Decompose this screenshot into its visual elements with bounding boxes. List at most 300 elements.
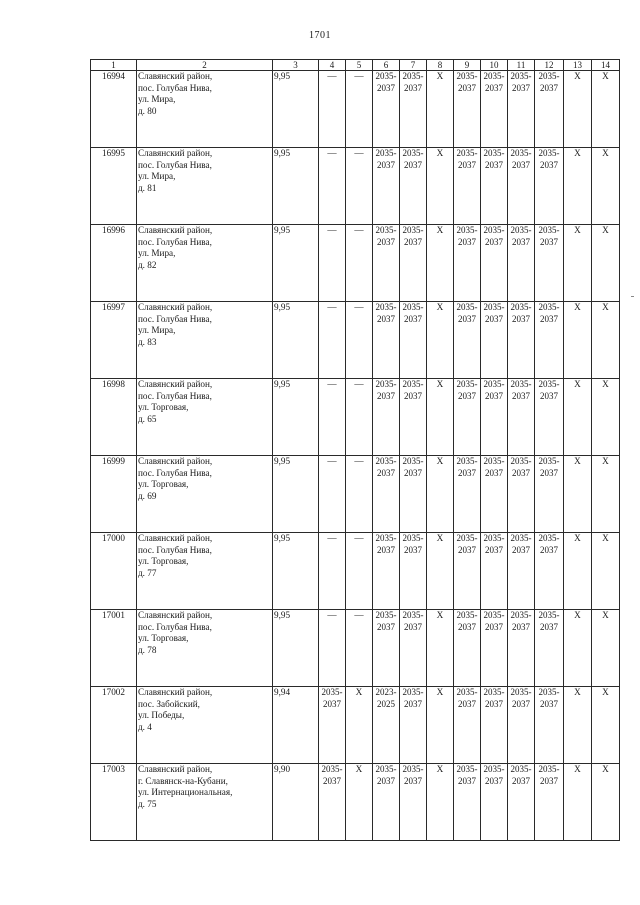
period-line: 2035- xyxy=(402,225,424,235)
period-cell-c11 xyxy=(508,687,535,764)
period-line: 2037 xyxy=(458,82,476,93)
period-line: 2035- xyxy=(510,610,532,620)
address-line: ул. Мира, xyxy=(138,248,176,258)
period-line: 2037 xyxy=(404,698,422,709)
period-line: 2035- xyxy=(321,764,343,774)
period-line: 2037 xyxy=(512,390,530,401)
period-line: 2037 xyxy=(540,390,558,401)
period-line: 2037 xyxy=(377,467,395,478)
page-number: 1701 xyxy=(309,30,331,41)
mark-cell-c13: X xyxy=(564,764,592,841)
dash-cell-c4: — xyxy=(319,456,346,533)
period-line: 2035- xyxy=(456,610,478,620)
period-cell-c12 xyxy=(535,71,564,148)
period-line: 2037 xyxy=(485,621,503,632)
period-line: 2037 xyxy=(377,621,395,632)
period-line: 2035- xyxy=(402,379,424,389)
column-header-1: 1 xyxy=(91,60,137,71)
dash-cell-c5: — xyxy=(346,610,373,687)
mark-cell-c8: X xyxy=(427,225,454,302)
address-line: пос. Голубая Нива, xyxy=(138,390,212,401)
period-line: 2035- xyxy=(483,379,505,389)
period-line: 2035- xyxy=(402,610,424,620)
period-line: 2035- xyxy=(510,148,532,158)
period-line: 2035- xyxy=(483,302,505,312)
period-cell-c12 xyxy=(535,687,564,764)
mark-cell-c14: X xyxy=(592,456,620,533)
period-line: 2035- xyxy=(402,687,424,697)
period-line: 2037 xyxy=(377,313,395,324)
row-number: 17003 xyxy=(91,764,137,841)
period-line: 2035- xyxy=(456,71,478,81)
period-cell-c10 xyxy=(481,456,508,533)
period-line: 2035- xyxy=(510,379,532,389)
address-line: г. Славянск-на-Кубани, xyxy=(138,775,228,786)
mark-cell-c13: X xyxy=(564,456,592,533)
period-line: 2037 xyxy=(377,159,395,170)
dash-cell-c5: — xyxy=(346,533,373,610)
period-cell-c11 xyxy=(508,764,535,841)
period-cell-c4 xyxy=(319,764,346,841)
period-line: 2035- xyxy=(375,302,397,312)
period-cell-c9 xyxy=(454,533,481,610)
period-cell-c9 xyxy=(454,610,481,687)
table-row xyxy=(91,302,620,379)
period-line: 2035- xyxy=(402,148,424,158)
period-line: 2037 xyxy=(458,544,476,555)
mark-cell-c13: X xyxy=(564,302,592,379)
period-line: 2037 xyxy=(323,775,341,786)
column-header-2: 2 xyxy=(137,60,273,71)
period-line: 2035- xyxy=(456,456,478,466)
dash-cell-c5: — xyxy=(346,456,373,533)
address-line: Славянский район, xyxy=(138,71,213,81)
period-line: 2037 xyxy=(458,467,476,478)
period-cell-c7 xyxy=(400,533,427,610)
table-row xyxy=(91,71,620,148)
period-cell-c12 xyxy=(535,225,564,302)
period-line: 2035- xyxy=(321,687,343,697)
address-cell xyxy=(137,764,273,841)
period-line: 2037 xyxy=(540,236,558,247)
period-line: 2035- xyxy=(510,456,532,466)
address-line: ул. Интернациональная, xyxy=(138,787,233,797)
address-line: ул. Торговая, xyxy=(138,402,189,412)
column-header-13: 13 xyxy=(564,60,592,71)
period-cell-c10 xyxy=(481,225,508,302)
period-line: 2035- xyxy=(483,533,505,543)
period-line: 2037 xyxy=(485,467,503,478)
mark-cell-c8: X xyxy=(427,533,454,610)
period-line: 2035- xyxy=(483,764,505,774)
period-cell-c11 xyxy=(508,533,535,610)
address-cell xyxy=(137,379,273,456)
period-line: 2037 xyxy=(323,698,341,709)
address-line: пос. Забойский, xyxy=(138,698,200,709)
period-cell-c6 xyxy=(373,687,400,764)
period-cell-c11 xyxy=(508,148,535,225)
period-line: 2037 xyxy=(512,621,530,632)
period-cell-c6 xyxy=(373,302,400,379)
period-cell-c11 xyxy=(508,71,535,148)
period-line: 2037 xyxy=(485,544,503,555)
period-line: 2037 xyxy=(512,698,530,709)
period-cell-c7 xyxy=(400,687,427,764)
period-line: 2035- xyxy=(510,71,532,81)
table-row xyxy=(91,225,620,302)
period-line: 2037 xyxy=(512,313,530,324)
period-line: 2035- xyxy=(375,148,397,158)
period-cell-c4 xyxy=(319,687,346,764)
mark-cell-c14: X xyxy=(592,610,620,687)
period-line: 2035- xyxy=(538,456,560,466)
period-line: 2037 xyxy=(404,621,422,632)
period-cell-c12 xyxy=(535,764,564,841)
period-line: 2037 xyxy=(404,82,422,93)
period-cell-c9 xyxy=(454,71,481,148)
mark-cell-c14: X xyxy=(592,764,620,841)
period-line: 2037 xyxy=(485,390,503,401)
column-header-6: 6 xyxy=(373,60,400,71)
period-line: 2035- xyxy=(402,764,424,774)
mark-cell-c14: X xyxy=(592,379,620,456)
mark-cell-c8: X xyxy=(427,610,454,687)
mark-cell-c13: X xyxy=(564,610,592,687)
dash-cell-c5: — xyxy=(346,379,373,456)
period-line: 2035- xyxy=(510,687,532,697)
period-cell-c7 xyxy=(400,71,427,148)
period-line: 2035- xyxy=(510,764,532,774)
period-line: 2035- xyxy=(456,533,478,543)
period-line: 2023- xyxy=(375,687,397,697)
table-row xyxy=(91,148,620,225)
period-line: 2035- xyxy=(375,533,397,543)
period-line: 2035- xyxy=(483,225,505,235)
period-cell-c10 xyxy=(481,71,508,148)
period-cell-c7 xyxy=(400,148,427,225)
address-line: пос. Голубая Нива, xyxy=(138,159,212,170)
period-cell-c7 xyxy=(400,379,427,456)
mark-cell-c8: X xyxy=(427,764,454,841)
address-line: д. 81 xyxy=(138,182,157,193)
period-line: 2025 xyxy=(377,698,395,709)
dash-cell-c4: — xyxy=(319,302,346,379)
period-line: 2035- xyxy=(375,764,397,774)
address-line: д. 75 xyxy=(138,798,157,809)
address-line: Славянский район, xyxy=(138,764,213,774)
dash-cell-c4: — xyxy=(319,71,346,148)
mark-cell-c8: X xyxy=(427,687,454,764)
address-line: Славянский район, xyxy=(138,610,213,620)
period-line: 2035- xyxy=(483,148,505,158)
address-line: д. 65 xyxy=(138,413,157,424)
value-cell: 9,95 xyxy=(273,379,319,456)
address-line: ул. Торговая, xyxy=(138,479,189,489)
period-cell-c7 xyxy=(400,456,427,533)
value-cell: 9,94 xyxy=(273,687,319,764)
period-cell-c9 xyxy=(454,764,481,841)
period-cell-c6 xyxy=(373,456,400,533)
period-line: 2037 xyxy=(458,621,476,632)
period-line: 2035- xyxy=(538,610,560,620)
mark-cell-c13: X xyxy=(564,379,592,456)
period-cell-c9 xyxy=(454,456,481,533)
value-cell: 9,95 xyxy=(273,71,319,148)
period-cell-c12 xyxy=(535,379,564,456)
address-line: ул. Победы, xyxy=(138,710,185,720)
value-cell: 9,95 xyxy=(273,533,319,610)
period-cell-c10 xyxy=(481,764,508,841)
value-cell: 9,95 xyxy=(273,148,319,225)
address-line: д. 78 xyxy=(138,644,157,655)
column-header-8: 8 xyxy=(427,60,454,71)
address-line: пос. Голубая Нива, xyxy=(138,467,212,478)
value-cell: 9,95 xyxy=(273,302,319,379)
address-line: Славянский район, xyxy=(138,533,213,543)
period-cell-c12 xyxy=(535,610,564,687)
address-cell xyxy=(137,687,273,764)
period-line: 2037 xyxy=(458,698,476,709)
address-cell xyxy=(137,302,273,379)
period-cell-c9 xyxy=(454,379,481,456)
address-line: Славянский район, xyxy=(138,302,213,312)
address-line: пос. Голубая Нива, xyxy=(138,236,212,247)
period-line: 2035- xyxy=(456,225,478,235)
period-line: 2035- xyxy=(402,71,424,81)
period-line: 2035- xyxy=(402,302,424,312)
period-line: 2037 xyxy=(540,621,558,632)
period-line: 2037 xyxy=(377,544,395,555)
period-cell-c6 xyxy=(373,379,400,456)
mark-cell-c8: X xyxy=(427,71,454,148)
address-line: пос. Голубая Нива, xyxy=(138,313,212,324)
period-cell-c10 xyxy=(481,302,508,379)
address-cell xyxy=(137,71,273,148)
dash-cell-c5: — xyxy=(346,71,373,148)
column-header-4: 4 xyxy=(319,60,346,71)
mark-cell-c14: X xyxy=(592,302,620,379)
dash-cell-c4: — xyxy=(319,379,346,456)
period-line: 2037 xyxy=(512,544,530,555)
period-line: 2035- xyxy=(483,687,505,697)
period-line: 2035- xyxy=(538,533,560,543)
period-cell-c10 xyxy=(481,533,508,610)
period-cell-c6 xyxy=(373,764,400,841)
mark-cell-c13: X xyxy=(564,687,592,764)
period-line: 2035- xyxy=(510,533,532,543)
table-row xyxy=(91,456,620,533)
dash-cell-c4: — xyxy=(319,610,346,687)
period-line: 2035- xyxy=(456,687,478,697)
row-number: 17000 xyxy=(91,533,137,610)
address-line: д. 83 xyxy=(138,336,157,347)
column-header-10: 10 xyxy=(481,60,508,71)
period-line: 2037 xyxy=(485,236,503,247)
period-cell-c10 xyxy=(481,379,508,456)
period-line: 2037 xyxy=(540,159,558,170)
period-cell-c7 xyxy=(400,225,427,302)
mark-cell-c8: X xyxy=(427,456,454,533)
period-line: 2037 xyxy=(377,82,395,93)
column-header-9: 9 xyxy=(454,60,481,71)
mark-cell-c14: X xyxy=(592,687,620,764)
period-line: 2037 xyxy=(540,775,558,786)
dash-cell-c4: — xyxy=(319,148,346,225)
period-cell-c6 xyxy=(373,533,400,610)
period-cell-c12 xyxy=(535,148,564,225)
period-line: 2037 xyxy=(404,467,422,478)
row-number: 16996 xyxy=(91,225,137,302)
address-line: ул. Торговая, xyxy=(138,633,189,643)
period-line: 2037 xyxy=(404,159,422,170)
period-line: 2037 xyxy=(377,236,395,247)
period-line: 2037 xyxy=(458,236,476,247)
mark-cell-c8: X xyxy=(427,302,454,379)
dash-cell-c5: — xyxy=(346,148,373,225)
address-line: пос. Голубая Нива, xyxy=(138,544,212,555)
address-cell xyxy=(137,148,273,225)
mark-cell-c14: X xyxy=(592,225,620,302)
mark-cell-c8: X xyxy=(427,379,454,456)
dash-cell-c4: — xyxy=(319,533,346,610)
period-cell-c11 xyxy=(508,379,535,456)
period-cell-c12 xyxy=(535,456,564,533)
column-header-3: 3 xyxy=(273,60,319,71)
period-cell-c9 xyxy=(454,687,481,764)
period-line: 2037 xyxy=(540,313,558,324)
period-line: 2035- xyxy=(538,302,560,312)
address-line: д. 4 xyxy=(138,721,152,732)
period-line: 2035- xyxy=(538,687,560,697)
mark-cell-c5: X xyxy=(346,687,373,764)
scan-edge-mark xyxy=(631,296,634,297)
period-cell-c10 xyxy=(481,610,508,687)
period-line: 2037 xyxy=(512,467,530,478)
dash-cell-c5: — xyxy=(346,302,373,379)
mark-cell-c8: X xyxy=(427,148,454,225)
period-cell-c11 xyxy=(508,302,535,379)
period-cell-c7 xyxy=(400,610,427,687)
table-row xyxy=(91,533,620,610)
address-line: Славянский район, xyxy=(138,379,213,389)
mark-cell-c13: X xyxy=(564,148,592,225)
mark-cell-c5: X xyxy=(346,764,373,841)
period-line: 2035- xyxy=(375,225,397,235)
row-number: 16998 xyxy=(91,379,137,456)
address-line: Славянский район, xyxy=(138,456,213,466)
period-line: 2037 xyxy=(512,236,530,247)
period-cell-c6 xyxy=(373,225,400,302)
table-body xyxy=(91,71,620,841)
address-cell xyxy=(137,225,273,302)
period-cell-c9 xyxy=(454,302,481,379)
period-line: 2035- xyxy=(456,302,478,312)
mark-cell-c14: X xyxy=(592,71,620,148)
period-cell-c11 xyxy=(508,225,535,302)
period-cell-c9 xyxy=(454,225,481,302)
row-number: 16994 xyxy=(91,71,137,148)
period-cell-c7 xyxy=(400,302,427,379)
value-cell: 9,95 xyxy=(273,456,319,533)
period-line: 2035- xyxy=(456,379,478,389)
period-line: 2037 xyxy=(404,390,422,401)
column-header-5: 5 xyxy=(346,60,373,71)
address-line: пос. Голубая Нива, xyxy=(138,82,212,93)
period-line: 2037 xyxy=(540,82,558,93)
period-line: 2035- xyxy=(510,225,532,235)
address-line: д. 80 xyxy=(138,105,157,116)
period-line: 2037 xyxy=(512,775,530,786)
period-line: 2035- xyxy=(402,533,424,543)
table-row xyxy=(91,687,620,764)
period-line: 2037 xyxy=(404,236,422,247)
value-cell: 9,95 xyxy=(273,610,319,687)
address-line: пос. Голубая Нива, xyxy=(138,621,212,632)
address-line: ул. Мира, xyxy=(138,94,176,104)
period-line: 2035- xyxy=(510,302,532,312)
address-line: ул. Мира, xyxy=(138,325,176,335)
mark-cell-c13: X xyxy=(564,225,592,302)
address-line: д. 77 xyxy=(138,567,157,578)
row-number: 16999 xyxy=(91,456,137,533)
period-cell-c10 xyxy=(481,687,508,764)
row-number: 17001 xyxy=(91,610,137,687)
period-line: 2037 xyxy=(512,82,530,93)
period-line: 2037 xyxy=(485,82,503,93)
period-line: 2035- xyxy=(375,379,397,389)
row-number: 17002 xyxy=(91,687,137,764)
period-line: 2037 xyxy=(458,390,476,401)
table-row xyxy=(91,764,620,841)
address-cell xyxy=(137,610,273,687)
value-cell: 9,95 xyxy=(273,225,319,302)
period-cell-c6 xyxy=(373,610,400,687)
column-header-12: 12 xyxy=(535,60,564,71)
dash-cell-c5: — xyxy=(346,225,373,302)
period-line: 2037 xyxy=(540,698,558,709)
period-line: 2035- xyxy=(375,71,397,81)
period-line: 2037 xyxy=(512,159,530,170)
address-line: д. 69 xyxy=(138,490,157,501)
row-number: 16997 xyxy=(91,302,137,379)
period-cell-c10 xyxy=(481,148,508,225)
period-line: 2035- xyxy=(483,610,505,620)
period-line: 2035- xyxy=(375,610,397,620)
period-cell-c6 xyxy=(373,148,400,225)
row-number: 16995 xyxy=(91,148,137,225)
column-header-11: 11 xyxy=(508,60,535,71)
period-cell-c9 xyxy=(454,148,481,225)
column-number-header-row xyxy=(91,60,620,71)
period-line: 2035- xyxy=(538,225,560,235)
period-line: 2037 xyxy=(404,313,422,324)
period-line: 2035- xyxy=(538,379,560,389)
period-cell-c6 xyxy=(373,71,400,148)
mark-cell-c14: X xyxy=(592,148,620,225)
period-line: 2035- xyxy=(456,764,478,774)
period-line: 2037 xyxy=(458,159,476,170)
mark-cell-c13: X xyxy=(564,71,592,148)
address-cell xyxy=(137,456,273,533)
address-cell xyxy=(137,533,273,610)
period-line: 2037 xyxy=(485,775,503,786)
mark-cell-c14: X xyxy=(592,533,620,610)
period-line: 2037 xyxy=(377,775,395,786)
period-line: 2037 xyxy=(404,775,422,786)
period-line: 2037 xyxy=(485,698,503,709)
housing-registry-table xyxy=(90,59,620,841)
period-line: 2035- xyxy=(483,71,505,81)
